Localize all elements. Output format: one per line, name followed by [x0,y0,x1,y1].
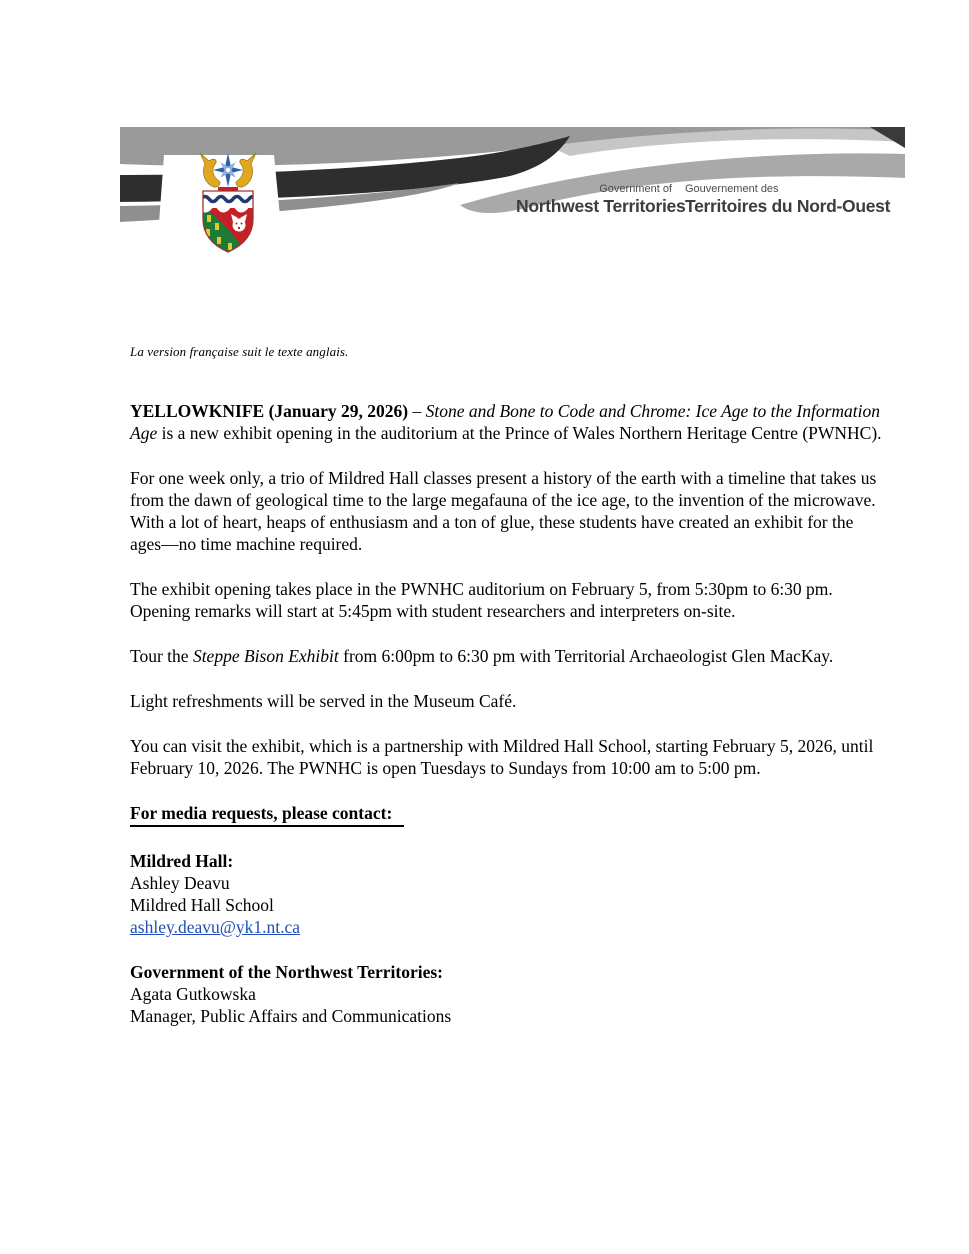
contact-line: Ashley Deavu [130,873,230,893]
contact-line: Agata Gutkowska [130,984,256,1004]
contact-line: Manager, Public Affairs and Communications [130,1006,452,1026]
wordmark-fr-small: Gouvernement des [685,183,779,195]
french-version-notice: La version française suit le texte anglais. [130,344,349,359]
media-heading-wrap [130,802,888,827]
email-link[interactable]: ashley.deavu@yk1.nt.ca [130,917,300,937]
body-paragraph [130,578,888,622]
nwt-coat-of-arms-icon [195,151,261,257]
contact-block [130,961,888,1027]
media-requests-heading: For media requests, please contact: [130,802,404,827]
text-run: from 6:00pm to 6:30 pm with Territorial Archaeologist Glen MacKay. [338,646,834,666]
wordmark-french [685,183,890,216]
wordmark-fr-large: Territoires du Nord-Ouest [685,196,891,216]
text-run: For one week only, a trio of Mildred Hall classes present a history of the earth with a timeline that takes us from the dawn of geological time to the large megafauna of the ice age, to the invention of the microwave. With a lot of heart, heaps of enthusiasm and a ton of glue, these students have created an exhibit for the ages—no time machine required. [130,468,877,554]
text-run: YELLOWKNIFE (January 29, 2026) [130,401,409,421]
text-run: You can visit the exhibit, which is a partnership with Mildred Hall School, starting February 5, 2026, until February 10, 2026. The PWNHC is open Tuesdays to Sundays from 10:00 am to 5:00 pm. [130,736,874,778]
text-run: Stone and Bone to Code and Chrome: Ice Age to the Information Age [130,401,881,443]
wordmark-english [516,183,686,216]
contact-email-row [130,916,888,938]
text-run: Light refreshments will be served in the Museum Café. [130,691,517,711]
document-content [130,340,888,1050]
contacts [130,850,888,1027]
body-paragraph [130,467,888,555]
contact-line: Mildred Hall School [130,895,274,915]
text-run: is a new exhibit opening in the auditorium at the Prince of Wales Northern Heritage Centre (PWNHC). [157,423,882,443]
contact-block [130,850,888,938]
gnwt-wordmark [516,183,890,216]
wordmark-en-large: Northwest Territories [516,196,686,216]
contact-org: Government of the Northwest Territories: [130,962,443,982]
article-body [130,400,888,779]
body-paragraph [130,645,888,667]
text-run: – [408,401,426,421]
text-run: Steppe Bison Exhibit [192,646,339,666]
wordmark-en-small: Government of [599,183,672,195]
body-paragraph [130,690,888,712]
text-run: The exhibit opening takes place in the PWNHC auditorium on February 5, from 5:30pm to 6:30 pm. Opening remarks will start at 5:45pm with student researchers and interpreters on-site. [130,579,833,621]
contact-org: Mildred Hall: [130,851,234,871]
gnwt-header-banner [120,125,905,257]
body-paragraph [130,735,888,779]
text-run: Tour the [130,646,193,666]
body-paragraph [130,400,888,444]
